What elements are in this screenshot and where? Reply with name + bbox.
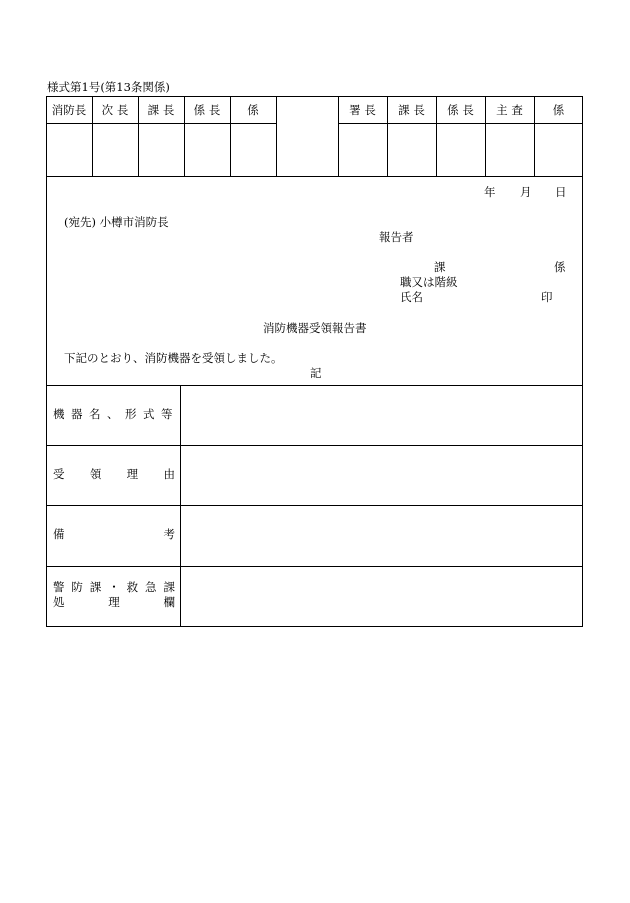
row-label-processing-line1: 警 防 課 ・ 救 急 課	[53, 580, 175, 594]
stamp-header-inspector: 主 査	[496, 103, 523, 117]
stamp-header-chief: 消防長	[51, 103, 87, 117]
reporter-section: 課	[434, 260, 446, 274]
stamp-header-section-chief: 課 長	[147, 103, 175, 117]
reporter-label: 報告者	[379, 230, 414, 244]
stamp-header-deputy: 次 長	[101, 103, 129, 117]
remarks-field[interactable]	[181, 506, 582, 566]
stamp-header-unit-chief-2: 係 長	[447, 103, 474, 117]
stamp-header-divider-right	[338, 123, 583, 124]
body-text: 下記のとおり、消防機器を受領しました。	[64, 351, 283, 365]
date-month: 月	[520, 185, 532, 199]
stamp-header-divider-left	[46, 123, 276, 124]
reporter-unit: 係	[554, 260, 566, 274]
stamp-col-divider	[276, 96, 277, 177]
stamp-header-section-chief-2: 課 長	[398, 103, 425, 117]
ki-label: 記	[310, 366, 322, 380]
row-label-reason: 受 領 理 由	[53, 467, 175, 481]
equipment-field[interactable]	[181, 386, 582, 445]
document-title: 消防機器受領報告書	[263, 321, 367, 335]
row-label-equipment: 機器名、形式等	[53, 407, 179, 421]
form-title: 様式第1号(第13条関係)	[47, 80, 170, 94]
reason-field[interactable]	[181, 446, 582, 505]
stamp-header-unit-chief: 係 長	[193, 103, 221, 117]
addressee: (宛先) 小樽市消防長	[64, 215, 169, 229]
date-year: 年	[484, 185, 496, 199]
seal-mark: 印	[541, 290, 553, 304]
reporter-name: 氏名	[400, 290, 423, 304]
row-label-remarks: 備 考	[53, 527, 175, 541]
stamp-header-staff-2: 係	[552, 103, 565, 117]
stamp-header-staff: 係	[247, 103, 259, 117]
date-day: 日	[555, 185, 567, 199]
row-label-processing-line2: 処 理 欄	[53, 595, 175, 609]
stamp-header-station-chief: 署 長	[349, 103, 376, 117]
reporter-position: 職又は階級	[400, 275, 458, 289]
processing-field[interactable]	[181, 567, 582, 626]
